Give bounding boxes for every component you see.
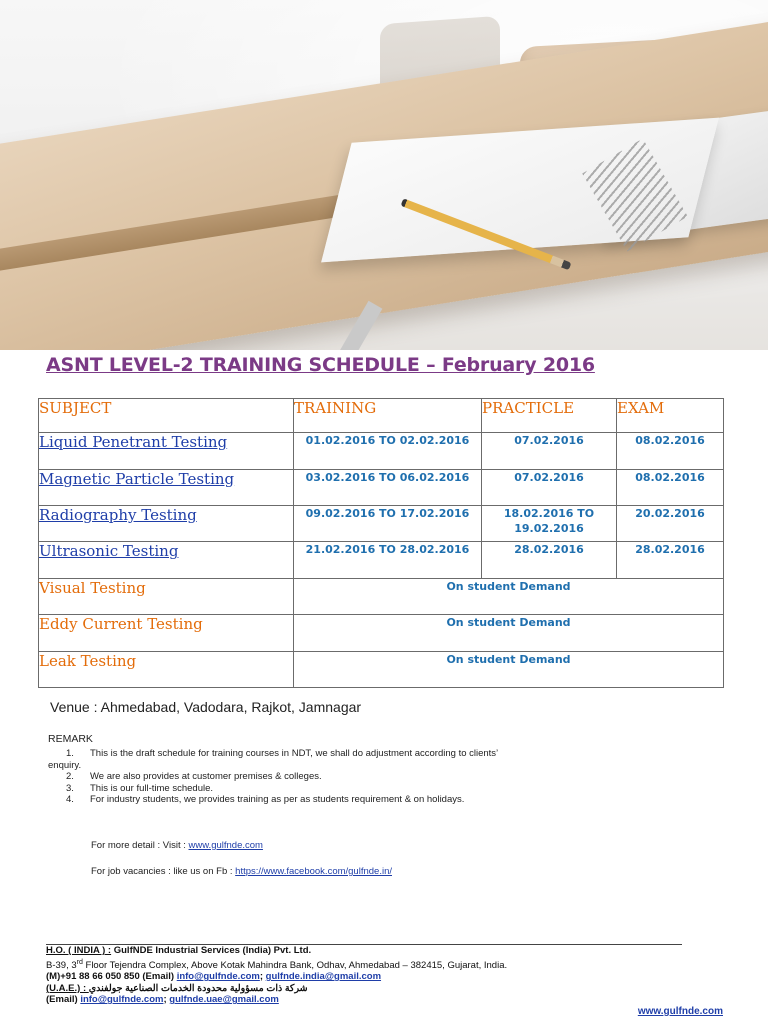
header-exam: EXAM (617, 399, 724, 433)
training-dates: 21.02.2016 TO 28.02.2016 (294, 542, 482, 578)
practicle-date: 28.02.2016 (482, 542, 617, 578)
website-link[interactable]: www.gulfnde.com (188, 840, 263, 851)
exam-date: 08.02.2016 (617, 433, 724, 469)
footer-address (46, 957, 507, 972)
remark-list (48, 748, 568, 806)
demand-note: On student Demand (294, 651, 724, 687)
subject-label: Eddy Current Testing (39, 615, 294, 651)
table-row (39, 651, 724, 687)
table-row (39, 615, 724, 651)
demand-note: On student Demand (294, 615, 724, 651)
list-text: For industry students, we provides training as per as students requirement & on holidays. (90, 794, 465, 805)
list-item (48, 748, 568, 760)
table-row (39, 542, 724, 578)
footer-uae-email-line (46, 994, 507, 1006)
list-text: This is our full-time schedule. (90, 782, 214, 794)
subject-link[interactable]: Magnetic Particle Testing (39, 469, 294, 505)
address-sup: rd (76, 958, 83, 966)
jobs-line (91, 866, 392, 877)
exam-date: 08.02.2016 (617, 469, 724, 505)
table-header-row (39, 399, 724, 433)
more-detail-line (91, 840, 263, 851)
address-part: Floor Tejendra Complex, Above Kotak Mahindra Bank, Odhav, Ahmedabad – 382415, Gujarat, India. (82, 959, 508, 971)
practicle-date: 07.02.2016 (482, 433, 617, 469)
training-dates: 09.02.2016 TO 17.02.2016 (294, 506, 482, 542)
schedule-table (38, 398, 724, 688)
uae-email-label: (Email) (46, 994, 81, 1006)
ho-company: GulfNDE Industrial Services (India) Pvt. Ltd. (111, 945, 312, 956)
list-text: This is the draft schedule for training courses in NDT, we shall do adjustment according to clients’ (90, 748, 499, 759)
header-practicle: PRACTICLE (482, 399, 617, 433)
list-item (48, 771, 568, 783)
list-number: 4. (66, 794, 74, 805)
subject-label: Visual Testing (39, 578, 294, 614)
separator: ; (163, 994, 170, 1006)
list-text: enquiry. (48, 759, 82, 771)
header-subject: SUBJECT (39, 399, 294, 433)
footer-ho-line (46, 945, 507, 957)
more-detail-label: For more detail : Visit : (91, 840, 189, 851)
table-row (39, 433, 724, 469)
ho-label: H.O. ( INDIA ) : (46, 945, 112, 956)
header-training: TRAINING (294, 399, 482, 433)
footer-contact (46, 945, 507, 1006)
footer-phone-line (46, 971, 507, 983)
subject-link[interactable]: Ultrasonic Testing (39, 542, 294, 578)
uae-label: (U.A.E.) : (46, 982, 89, 994)
list-number: 1. (66, 748, 74, 759)
table-row (39, 506, 724, 542)
table-row (39, 469, 724, 505)
separator: ; (259, 971, 266, 983)
email-link[interactable]: gulfnde.uae@gmail.com (169, 994, 279, 1006)
practicle-date: 07.02.2016 (482, 469, 617, 505)
list-item (48, 794, 568, 806)
subject-label: Leak Testing (39, 651, 294, 687)
practicle-date: 18.02.2016 TO 19.02.2016 (482, 506, 617, 542)
list-number: 2. (66, 771, 74, 782)
subject-link[interactable]: Radiography Testing (39, 506, 294, 542)
subject-link[interactable]: Liquid Penetrant Testing (39, 433, 294, 469)
list-item (48, 783, 568, 795)
email-link[interactable]: gulfnde.india@gmail.com (265, 971, 382, 983)
list-text: We are also provides at customer premises & colleges. (90, 771, 322, 782)
email-link[interactable]: info@gulfnde.com (80, 994, 164, 1006)
exam-date: 20.02.2016 (617, 506, 724, 542)
footer-website-link[interactable]: www.gulfnde.com (637, 1006, 723, 1017)
list-item-continuation (48, 760, 568, 772)
address-part: B-39, 3 (46, 959, 77, 971)
uae-company: شركة ذات مسؤولية محدودة الخدمات الصناعية جولفندي (88, 982, 308, 994)
footer-uae-line (46, 983, 507, 995)
training-dates: 03.02.2016 TO 06.02.2016 (294, 469, 482, 505)
table-row (39, 578, 724, 614)
remark-heading: REMARK (48, 733, 93, 745)
venue-text: Venue : Ahmedabad, Vadodara, Rajkot, Jamnagar (50, 699, 362, 715)
phone-text: (M)+91 88 66 050 850 (Email) (46, 971, 177, 983)
demand-note: On student Demand (294, 578, 724, 614)
email-link[interactable]: info@gulfnde.com (176, 971, 260, 983)
exam-date: 28.02.2016 (617, 542, 724, 578)
list-number: 3. (66, 782, 74, 794)
page-title: ASNT LEVEL-2 TRAINING SCHEDULE – February 2016 (46, 354, 595, 376)
jobs-label: For job vacancies : like us on Fb : (91, 866, 236, 877)
facebook-link[interactable]: https://www.facebook.com/gulfnde.in/ (235, 866, 392, 877)
hero-photo (0, 0, 768, 350)
training-dates: 01.02.2016 TO 02.02.2016 (294, 433, 482, 469)
